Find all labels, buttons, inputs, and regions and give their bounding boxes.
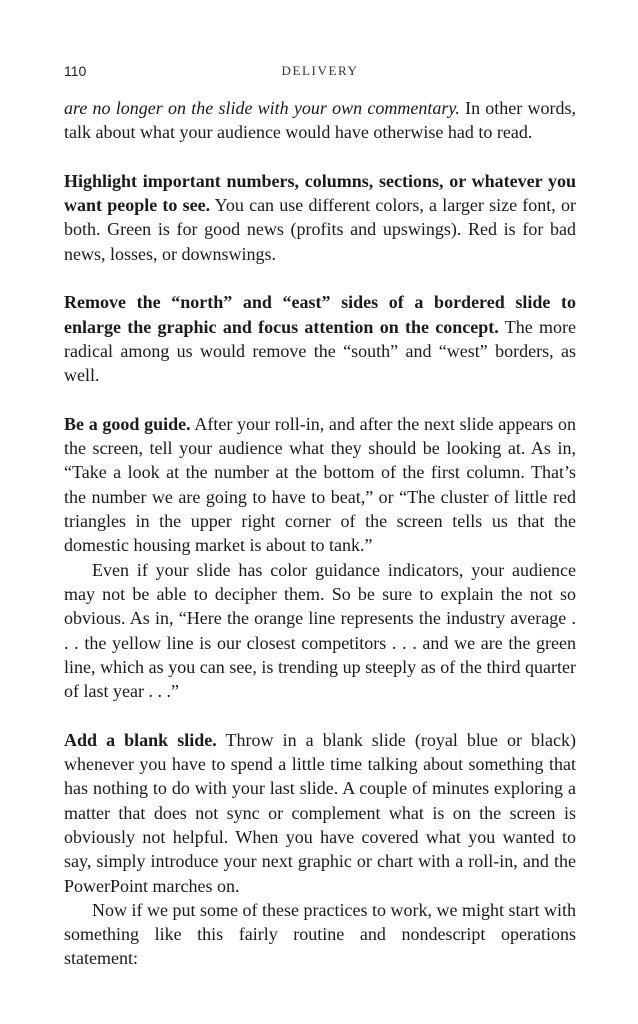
paragraph-continuation bbox=[64, 96, 576, 145]
paragraph-remove-borders bbox=[64, 290, 576, 387]
paragraph-lead: Add a blank slide. bbox=[64, 729, 217, 750]
paragraph-color-guidance bbox=[64, 558, 576, 704]
paragraph-text: Now if we put some of these practices to work, we might start with something like this fairly routine and nondescript operations statement: bbox=[64, 899, 576, 969]
paragraph-lead: Highlight important numbers, columns, sections, or whatever you want people to see. bbox=[64, 170, 576, 216]
body-text bbox=[64, 96, 576, 971]
paragraph-good-guide bbox=[64, 412, 576, 558]
paragraph-lead: Remove the “north” and “east” sides of a bordered slide to enlarge the graphic and focus attention on the concept. bbox=[64, 292, 576, 337]
paragraph-lead: Be a good guide. bbox=[64, 413, 191, 434]
page-header bbox=[64, 61, 576, 81]
paragraph-text: Even if your slide has color guidance indicators, your audience may not be able to decipher them. So be sure to explain the not so obvious. As in, “Here the orange line represents the industry average . . . the yellow line is our closest competitors . . . and we are the green line, which as you can see, is trending up steeply as of the third quarter of last year . . .” bbox=[64, 559, 576, 702]
paragraph-text: After your roll-in, and after the next slide appears on the screen, tell your audience what they should be looking at. As in, “Take a look at the number at the bottom of the first column. That’s the number we are going to have to beat,” or “The cluster of little red triangles in the upper right corner of the screen tells us that the domestic housing market is about to tank.” bbox=[64, 413, 576, 556]
paragraph-text: You can use different colors, a larger size font, or both. Green is for good news (profits and upswings). Red is for bad news, losses, or downswings. bbox=[64, 195, 576, 264]
page-number: 110 bbox=[64, 63, 87, 79]
running-head: DELIVERY bbox=[281, 63, 359, 78]
paragraph-blank-slide bbox=[64, 728, 576, 898]
paragraph-text: Throw in a blank slide (royal blue or black) whenever you have to spend a little time talking about something that has nothing to do with your last slide. A couple of minutes exploring a matter that does not sync or complement what is on the screen is obviously not helpful. When you have covered what you wanted to say, simply introduce your next graphic or chart with a roll-in, and the PowerPoint marches on. bbox=[64, 729, 577, 896]
paragraph-highlight bbox=[64, 169, 576, 266]
paragraph-text: In other words, talk about what your audience would have otherwise had to read. bbox=[64, 98, 576, 143]
paragraph-closing bbox=[64, 898, 576, 971]
italic-text: are no longer on the slide with your own commentary. bbox=[64, 98, 460, 118]
paragraph-text: The more radical among us would remove the “south” and “west” borders, as well. bbox=[64, 316, 576, 386]
